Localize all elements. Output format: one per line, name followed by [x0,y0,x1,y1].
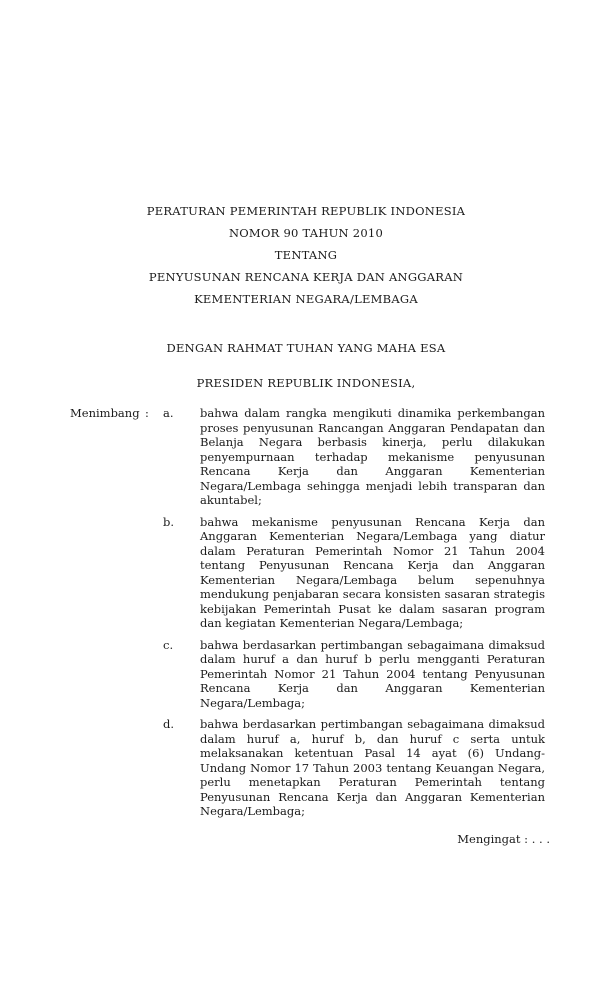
title-line-subject-1: PENYUSUNAN RENCANA KERJA DAN ANGGARAN [148,270,464,284]
considering-row [70,406,545,819]
item-text: bahwa berdasarkan pertimbangan sebagaimana dimaksud dalam huruf a, huruf b, dan huruf c serta untuk melaksanakan ketentuan Pasal 14 ayat (6) Undang-Undang Nomor 17 Tahun 2003 tentang Keuangan Negara, perlu menetapkan Peraturan Pemerintah tentang Penyusunan Rencana Kerja dan Anggaran Kementerian Negara/Lembaga; [200,717,545,818]
considering-item-c [163,638,545,711]
invocation-line: DENGAN RAHMAT TUHAN YANG MAHA ESA [166,341,446,355]
catchword-line [70,832,550,847]
item-marker: d. [163,717,175,731]
considering-label: Menimbang [70,406,140,420]
catchword-text: Mengingat : . . . [457,831,550,846]
title-line-tentang: TENTANG [274,248,338,262]
document-title-block [0,200,612,310]
considering-item-b [163,515,545,631]
title-line-regulation: PERATURAN PEMERINTAH REPUBLIK INDONESIA [146,204,466,218]
item-marker: c. [163,637,174,652]
considering-item-d [163,717,545,819]
issuer-line: PRESIDEN REPUBLIK INDONESIA, [196,376,416,390]
item-text: bahwa dalam rangka mengikuti dinamika perkembangan proses penyusunan Rancangan Anggaran Pendapatan dan Belanja Negara berbasis kinerja, perlu dilakukan penyempurnaan terhadap mekanisme penyusunan Rencana Kerja dan Anggaran Kementerian Negara/Lembaga sehingga menjadi lebih transparan dan akuntabel; [200,406,545,507]
considering-item-a [163,406,545,508]
title-line-number: NOMOR 90 TAHUN 2010 [228,226,384,240]
considering-colon: : [145,406,149,420]
considering-items [163,406,545,819]
item-marker: b. [163,514,175,529]
item-text: bahwa mekanisme penyusunan Rencana Kerja dan Anggaran Kementerian Negara/Lembaga yang diatur dalam Peraturan Pemerintah Nomor 21 Tahun 2004 tentang Penyusunan Rencana Kerja dan Anggaran Kementerian Negara/Lembaga belum sepenuhnya mendukung penjabaran secara konsisten sasaran strategis kebijakan Pemerintah Pusat ke dalam sasaran program dan kegiatan Kementerian Negara/Lembaga; [200,514,545,630]
title-line-subject-2: KEMENTERIAN NEGARA/LEMBAGA [194,292,418,306]
item-marker: a. [163,406,174,420]
considering-section [70,406,545,819]
item-text: bahwa berdasarkan pertimbangan sebagaimana dimaksud dalam huruf a dan huruf b perlu mengganti Peraturan Pemerintah Nomor 21 Tahun 2004 tentang Penyusunan Rencana Kerja dan Anggaran Kementerian Negara/Lembaga; [200,637,545,710]
